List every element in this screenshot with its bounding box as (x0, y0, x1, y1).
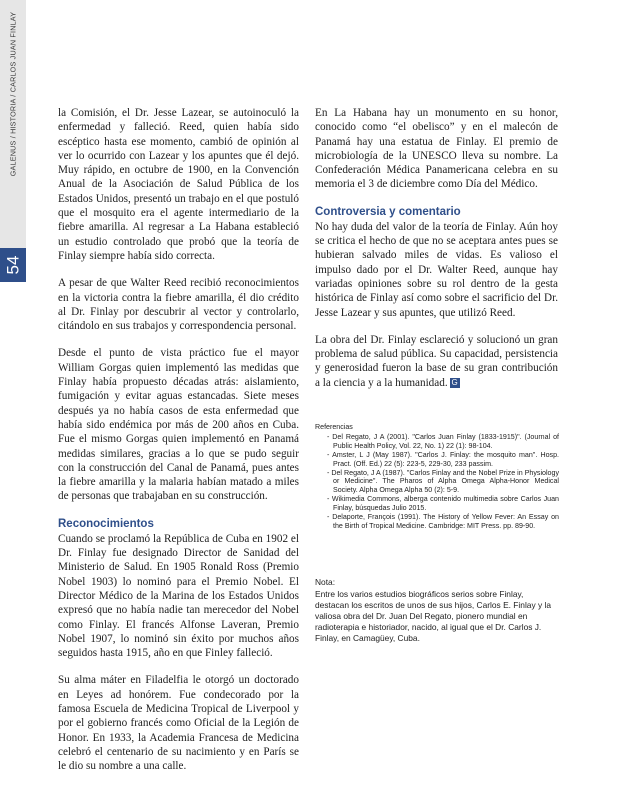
paragraph: Desde el punto de vista práctico fue el mayor William Gorgas quien implementó las medidas que Finlay había propuesto décadas atrás: aislamiento, fumigación y evitar aguas estancadas. Siete meses después ya no había casos de esta enfermedad que había sido endémica por más de 200 años en Cuba. Fue el mismo Gorgas quien implementó en Panamá medidas similares, gracias a lo que se pudo seguir con la construcción del Canal de Panamá, pues antes la fiebre amarilla y la malaria habían matado a miles de personas que trabajaban en su construcción. (58, 347, 299, 503)
right-column (315, 106, 558, 403)
paragraph (315, 333, 558, 390)
note-text: Entre los varios estudios biográficos serios sobre Finlay, destacan los escritos de unos de sus hijos, Carlos E. Finlay y la valiosa obra del Dr. Juan Del Regato, pionero mundial en radioterapia e historiador, nacido, al igual que el Dr. Carlos J. Finlay, en Camagüey, Cuba. (315, 589, 552, 644)
paragraph: En La Habana hay un monumento en su honor, conocido como “el obelisco” y en el malecón de Panamá hay una estatua de Finlay. El premio de microbiología de la UNESCO lleva su nombre. La Confederación Médica Panamericana celebra en su memoria el 3 de diciembre como Día del Médico. (315, 107, 558, 191)
reference-item: - Delaporte, François (1991). The History of Yellow Fever: An Essay on the Birth of Tropical Medicine. Cambridge: MIT Press. pp. 89-90. (327, 513, 559, 530)
page-number-text: 54 (2, 255, 22, 275)
references-list (315, 433, 559, 531)
references-title: Referencias (315, 423, 353, 431)
paragraph: Cuando se proclamó la República de Cuba en 1902 el Dr. Finlay fue designado Director de Sanidad del Ministerio de Salud. En 1905 Ronald Ross (Premio Nobel 1903) lo nominó para el Premio Nobel. El Director Médico de la Marina de los Estados Unidos expresó que no había nadie tan merecedor del Nobel como Finlay. El francés Alfonse Laveran, Premio Nobel 1907, lo nominó sin éxito por muchos años seguidos hasta 1915, año en que Finley falleció. (58, 532, 299, 660)
left-column (58, 106, 299, 786)
reference-item: - Wikimedia Commons, alberga contenido multimedia sobre Carlos Juan Finlay, búsquedas Julio 2015. (327, 495, 559, 513)
references (315, 423, 559, 531)
paragraph-text: La obra del Dr. Finlay esclareció y solucionó un gran problema de salud pública. Su capacidad, persistencia y generosidad fueron la base de su gran contribución a la ciencia y a la humanidad. (315, 333, 558, 389)
paragraph: A pesar de que Walter Reed recibió reconocimientos en la victoria contra la fiebre amarilla, él dio crédito al Dr. Finlay por descubrir al vector y controlarlo, citándolo en sus trabajos y correspondencia personal. (58, 277, 299, 333)
reference-item: - Del Regato, J A (1987). "Carlos Finlay and the Nobel Prize in Physiology or Medicine". The Pharos of Alpha Omega Alpha-Honor Medical Society. Alpha Omega Alpha 50 (2): 5-9. (327, 468, 559, 495)
reference-item: - Amster, L J (May 1987). "Carlos J. Finlay: the mosquito man". Hosp. Pract. (Off. Ed.) 22 (5): 223-5, 229-30, 233 passim. (327, 450, 559, 468)
end-of-article-icon: G (451, 378, 458, 388)
note-title: Nota: (315, 577, 336, 587)
page-number (0, 248, 26, 282)
paragraph: Su alma máter en Filadelfia le otorgó un doctorado en Leyes ad honórem. Fue condecorado por la famosa Escuela de Medicina Tropical de Liverpool y por el gobierno francés como Oficial de la Legión de Honor. En 1933, la Academia Francesa de Medicina celebró el centenario de su nacimiento y en París se le dio su nombre a una calle. (58, 674, 299, 773)
side-tab (0, 0, 26, 282)
paragraph: la Comisión, el Dr. Jesse Lazear, se autoinoculó la enfermedad y falleció. Reed, quien había sido escéptico hasta ese momento, cambió de opinión al ver lo ocurrido con Lazear y los apuntes que él dejó. Muy rápido, en octubre de 1900, en la Convención Anual de la Asociación de Salud Pública de los Estados Unidos, presentó un trabajo en el que postuló que el mosquito era el agente intermediario de la fiebre amarilla. Al regresar a La Habana estableció un estudio controlado que probó que la teoría de Finlay siempre había sido correcta. (58, 107, 299, 262)
section-label: GALENUS / HISTORIA / CARLOS JUAN FINLAY (8, 11, 18, 177)
section-heading-controversia: Controversia y comentario (315, 205, 461, 218)
paragraph: No hay duda del valor de la teoría de Finlay. Aún hoy se critica el hecho de que no se aceptara antes pues se hubieran salvado miles de vidas. Es valioso el impulso dado por el Dr. Walter Reed, aunque hay variadas opiniones sobre su rol dentro de la gesta histórica de Finlay así como sobre el sacrificio del Dr. Jesse Lazear y sus apuntes, que utilizó Reed. (315, 220, 558, 319)
note (315, 577, 555, 645)
section-heading-reconocimientos: Reconocimientos (58, 517, 154, 530)
reference-item: - Del Regato, J A (2001). "Carlos Juan Finlay (1833-1915)". (Journal of Public Health Policy, Vol. 22, No. 1) 22 (1): 98-104. (327, 432, 559, 450)
